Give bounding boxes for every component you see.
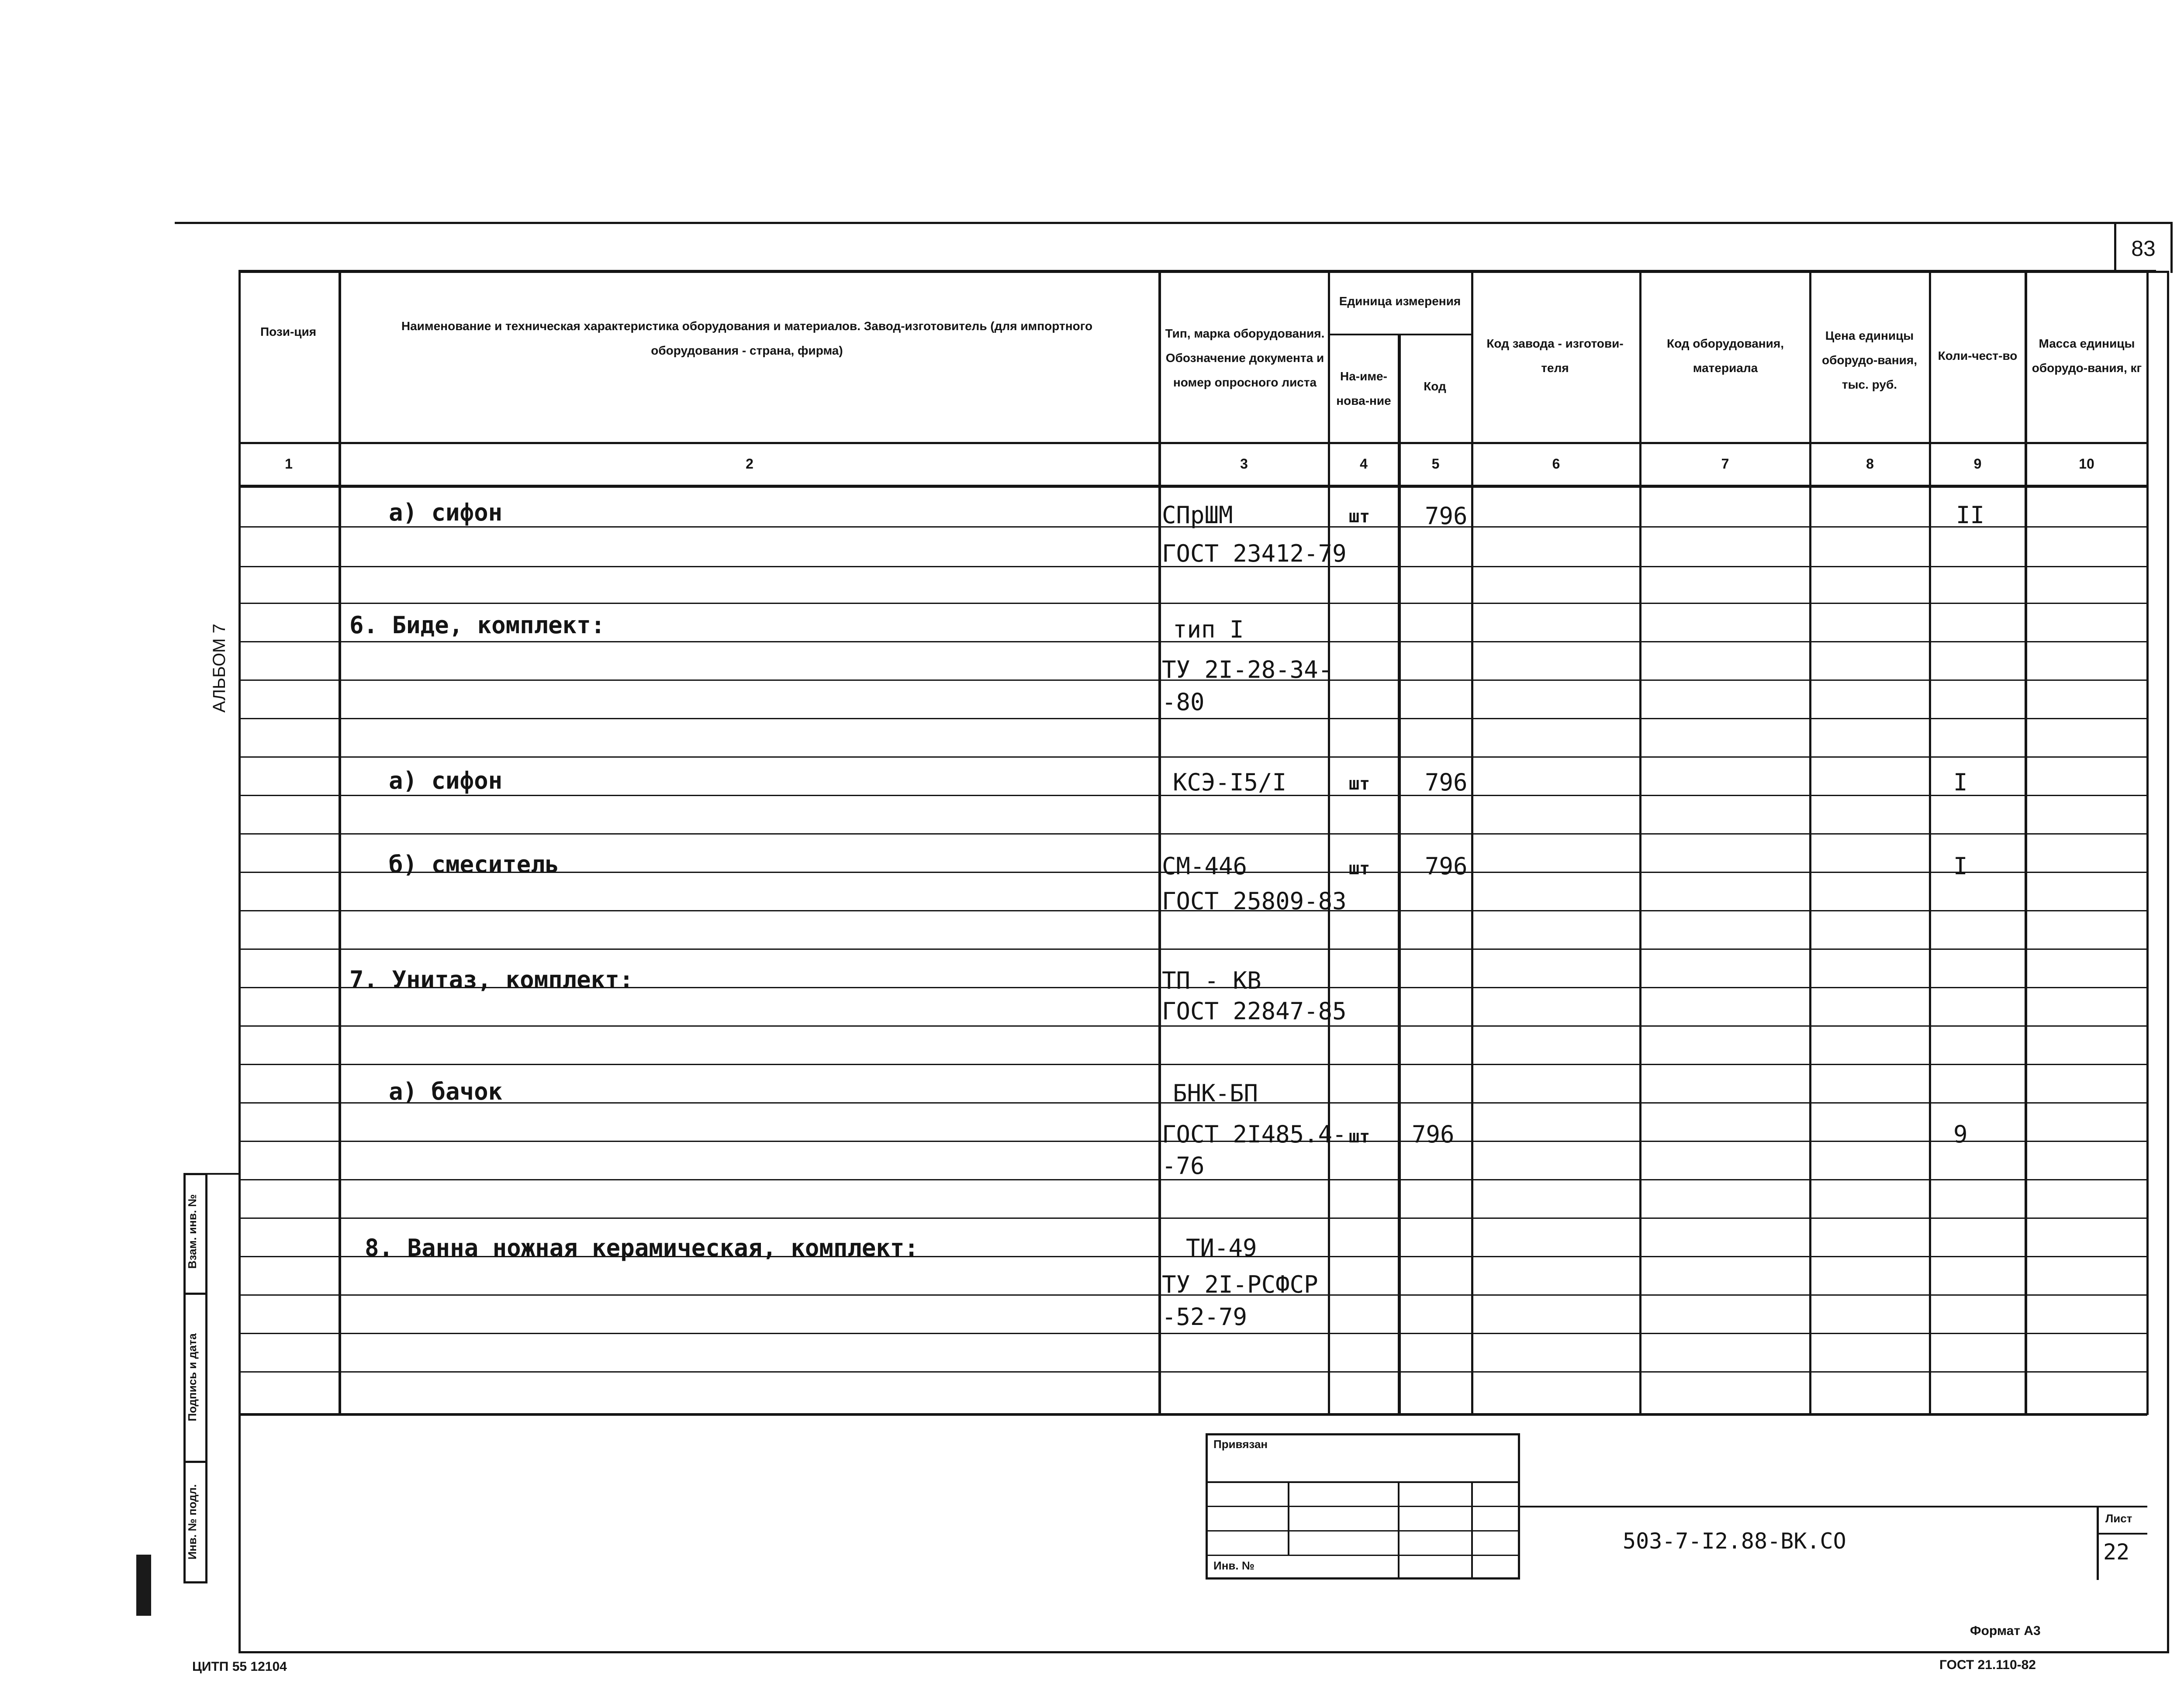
sheet-label: Лист: [2105, 1512, 2132, 1525]
header-position: Пози-ция: [260, 325, 317, 338]
footer-format: Формат А3: [1970, 1624, 2041, 1638]
row12-qty: 9: [1953, 1121, 1968, 1148]
row6-qty: I: [1953, 769, 1968, 796]
row13-type: -76: [1162, 1152, 1205, 1180]
row14-type: ТИ-49: [1186, 1234, 1257, 1262]
row15-type: ТУ 2I-РСФСР: [1162, 1271, 1318, 1298]
row6-type: КСЭ-I5/I: [1173, 769, 1287, 796]
row11-type: БНК-БП: [1173, 1080, 1258, 1107]
scan-mark-left: [136, 1555, 151, 1616]
row1-code: 796: [1425, 502, 1468, 530]
row3-name: 6. Биде, комплект:: [349, 611, 605, 639]
row9-name: 7. Унитаз, комплект:: [349, 966, 634, 993]
side-label-signature-date: Подпись и дата: [186, 1333, 199, 1421]
colnum-6: 6: [1552, 456, 1560, 472]
sheet-number: 83: [2114, 222, 2173, 273]
colnum-3: 3: [1240, 456, 1248, 472]
album-label: АЛЬБОМ 7: [210, 624, 229, 713]
colnum-7: 7: [1721, 456, 1729, 472]
header-type: Тип, марка оборудования. Обозначение документа и номер опросного листа: [1165, 327, 1325, 389]
stamp-inv-label: Инв. №: [1213, 1559, 1254, 1572]
row2-type: ГОСТ 23412-79: [1162, 540, 1347, 567]
footer-standard: ГОСТ 21.110-82: [1939, 1658, 2036, 1672]
row7-qty: I: [1953, 852, 1968, 880]
row1-type: СПрШМ: [1162, 501, 1233, 529]
colnum-10: 10: [2079, 456, 2094, 472]
row11-name: а) бачок: [389, 1078, 503, 1105]
row6-name: а) сифон: [389, 767, 503, 794]
colnum-4: 4: [1360, 456, 1368, 472]
row7-type: СМ-446: [1162, 852, 1248, 880]
row12-type: ГОСТ 2I485.4-: [1162, 1121, 1347, 1148]
side-label-inv-original: Инв. № подл.: [186, 1484, 199, 1560]
row6-unit: шт: [1349, 774, 1370, 794]
header-equip-code: Код оборудования, материала: [1666, 337, 1784, 375]
footer-left: ЦИТП 55 12104: [192, 1659, 287, 1674]
header-unit-group: Единица измерения: [1339, 294, 1461, 308]
row9-type: ТП - КВ: [1162, 967, 1261, 994]
row7-unit: шт: [1349, 859, 1370, 879]
row6-code: 796: [1425, 769, 1468, 796]
header-name: Наименование и техническая характеристика оборудования и материалов. Завод-изготовитель (для импортного оборудования - страна, фирма): [401, 319, 1093, 357]
header-mass: Масса единицы оборудо-вания, кг: [2032, 337, 2142, 375]
row3-type: тип I: [1173, 616, 1244, 643]
row12-unit: шт: [1349, 1127, 1370, 1147]
row5-type: -80: [1162, 688, 1205, 716]
row7-code: 796: [1425, 852, 1468, 880]
colnum-2: 2: [746, 456, 753, 472]
row7-name: б) смеситель: [389, 851, 560, 878]
colnum-5: 5: [1431, 456, 1440, 472]
row8-type: ГОСТ 25809-83: [1162, 887, 1347, 915]
row16-type: -52-79: [1162, 1303, 1248, 1331]
row14-name: 8. Ванна ножная керамическая, комплект:: [365, 1234, 919, 1262]
sheet-value: 22: [2103, 1539, 2130, 1565]
header-qty: Коли-чест-во: [1938, 349, 2018, 362]
colnum-9: 9: [1973, 456, 1982, 472]
header-price: Цена единицы оборудо-вания, тыс. руб.: [1822, 329, 1917, 391]
stamp-attached-label: Привязан: [1213, 1438, 1268, 1451]
row12-code: 796: [1412, 1121, 1455, 1148]
side-label-inv-replaced: Взам. инв. №: [186, 1194, 199, 1269]
header-plant-code: Код завода - изготови-теля: [1486, 337, 1624, 375]
colnum-8: 8: [1866, 456, 1874, 472]
row1-qty: II: [1956, 501, 1985, 529]
row10-type: ГОСТ 22847-85: [1162, 997, 1347, 1025]
row4-type: ТУ 2I-28-34-: [1162, 656, 1333, 683]
colnum-1: 1: [285, 456, 293, 472]
row1-name: а) сифон: [389, 499, 503, 526]
header-unit-code: Код: [1424, 379, 1446, 393]
document-code: 503-7-I2.88-ВК.СО: [1623, 1528, 1846, 1554]
header-unit-name: На-име-нова-ние: [1336, 369, 1391, 407]
row1-unit: шт: [1349, 507, 1370, 527]
